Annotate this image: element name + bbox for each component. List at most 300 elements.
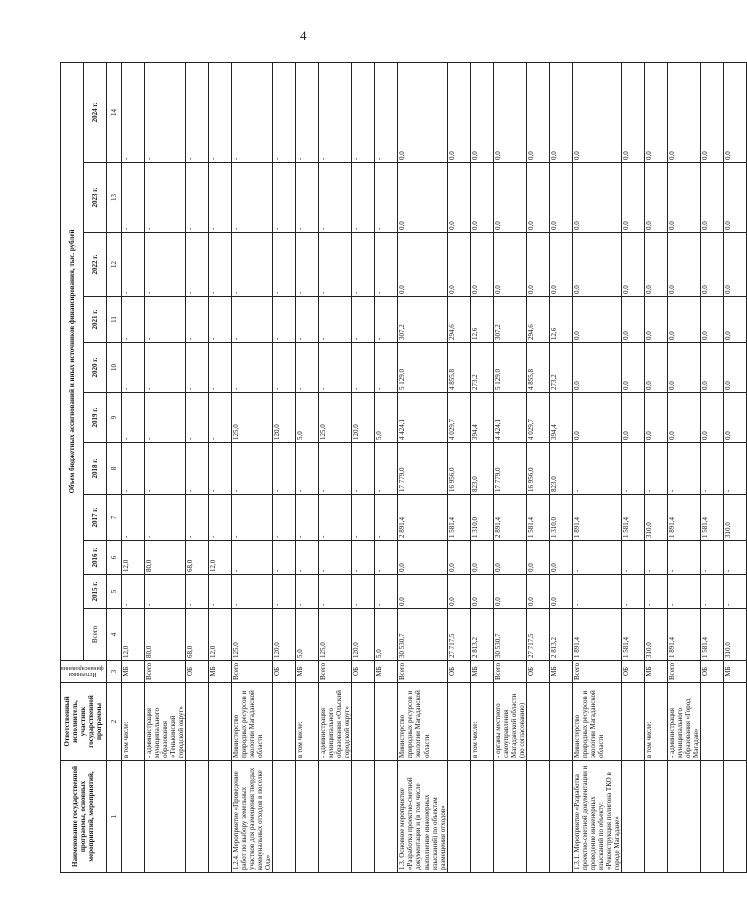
table-row bbox=[319, 62, 352, 872]
amount-cell: 125,0 bbox=[319, 609, 352, 661]
amount-cell: 0,0 bbox=[447, 62, 470, 162]
amount-cell: 0,0 bbox=[724, 297, 747, 343]
amount-cell: - bbox=[121, 495, 144, 541]
amount-cell: 125,0 bbox=[231, 393, 272, 443]
page-number: 4 bbox=[300, 28, 307, 43]
amount-cell: 68,0 bbox=[185, 541, 208, 575]
financing-table bbox=[60, 62, 747, 873]
amount-cell: - bbox=[121, 575, 144, 609]
executor-cell bbox=[185, 683, 208, 761]
amount-cell: - bbox=[121, 393, 144, 443]
amount-cell: - bbox=[701, 443, 724, 495]
total-header: Всего bbox=[83, 609, 106, 661]
amount-cell: 0,0 bbox=[622, 62, 645, 162]
amount-cell: - bbox=[185, 393, 208, 443]
source-cell: Всего bbox=[572, 661, 621, 683]
table-row bbox=[144, 62, 185, 872]
program-name-cell: 1.2.4. Мероприятие «Проведение работ по выбору земельных участков для размещения твердых коммунальных отходов в поселке Ола» bbox=[231, 761, 272, 873]
program-name-cell bbox=[701, 761, 724, 873]
amount-cell: 0,0 bbox=[493, 62, 526, 162]
executor-cell: в том числе: bbox=[645, 683, 668, 761]
amount-cell: - bbox=[296, 575, 319, 609]
program-name-cell bbox=[622, 761, 645, 873]
executor-cell bbox=[273, 683, 296, 761]
executor-cell: Министерство природных ресурсов и экологии Магаданской области bbox=[231, 683, 272, 761]
source-cell: ОБ bbox=[273, 661, 296, 683]
amount-cell: 1 891,4 bbox=[668, 495, 701, 541]
source-cell: Всего bbox=[231, 661, 272, 683]
executor-cell: в том числе: bbox=[121, 683, 144, 761]
amount-cell: 0,0 bbox=[549, 163, 572, 233]
column-number: 2 bbox=[106, 683, 121, 761]
program-name-cell bbox=[185, 761, 208, 873]
amount-cell: 273,2 bbox=[549, 343, 572, 393]
amount-cell: 12,0 bbox=[121, 609, 144, 661]
amount-cell: 120,0 bbox=[352, 609, 375, 661]
year-header: 2020 г. bbox=[83, 343, 106, 393]
amount-cell: 0,0 bbox=[572, 393, 621, 443]
column-number: 5 bbox=[106, 575, 121, 609]
amount-cell: - bbox=[231, 233, 272, 297]
amount-cell: 0,0 bbox=[526, 541, 549, 575]
amount-cell: 2 813,2 bbox=[470, 609, 493, 661]
amount-cell: - bbox=[296, 343, 319, 393]
amount-cell: 0,0 bbox=[701, 163, 724, 233]
amount-cell: - bbox=[296, 541, 319, 575]
amount-cell: 0,0 bbox=[622, 233, 645, 297]
column-number: 6 bbox=[106, 541, 121, 575]
table-row bbox=[668, 62, 701, 872]
executor-cell bbox=[352, 683, 375, 761]
table-row bbox=[701, 62, 724, 872]
amount-cell: 1 581,4 bbox=[447, 495, 470, 541]
amount-cell: - bbox=[375, 541, 398, 575]
amount-cell: 5 129,0 bbox=[398, 343, 447, 393]
column-number: 10 bbox=[106, 343, 121, 393]
amount-cell: 27 717,5 bbox=[526, 609, 549, 661]
amount-cell: 16 956,0 bbox=[526, 443, 549, 495]
source-cell: ОБ bbox=[447, 661, 470, 683]
source-cell: Всего bbox=[144, 661, 185, 683]
year-header: 2016 г. bbox=[83, 541, 106, 575]
amount-cell: 0,0 bbox=[447, 163, 470, 233]
amount-cell: - bbox=[375, 495, 398, 541]
table-row bbox=[526, 62, 549, 872]
table-row bbox=[572, 62, 621, 872]
amount-cell: - bbox=[701, 541, 724, 575]
amount-cell: - bbox=[319, 343, 352, 393]
executor-cell bbox=[526, 683, 549, 761]
amount-cell: - bbox=[645, 541, 668, 575]
amount-cell: 16 956,0 bbox=[447, 443, 470, 495]
amount-cell: 12,0 bbox=[208, 609, 231, 661]
amount-cell: 294,6 bbox=[526, 297, 549, 343]
amount-cell: 1 581,4 bbox=[622, 609, 645, 661]
amount-cell: 0,0 bbox=[645, 297, 668, 343]
year-header: 2021 г. bbox=[83, 297, 106, 343]
executor-column-header: Ответственный исполнитель, участник государственной программы bbox=[61, 683, 107, 761]
amount-cell: - bbox=[645, 443, 668, 495]
amount-cell: - bbox=[144, 62, 185, 162]
amount-cell: 17 779,0 bbox=[493, 443, 526, 495]
amount-cell: 0,0 bbox=[398, 163, 447, 233]
amount-cell: - bbox=[352, 297, 375, 343]
amount-cell: 0,0 bbox=[724, 163, 747, 233]
source-cell: ОБ bbox=[526, 661, 549, 683]
amount-cell: - bbox=[185, 233, 208, 297]
amount-cell: - bbox=[121, 297, 144, 343]
amount-cell: - bbox=[668, 541, 701, 575]
amount-cell: 0,0 bbox=[645, 393, 668, 443]
amount-cell: - bbox=[273, 297, 296, 343]
executor-cell bbox=[622, 683, 645, 761]
amount-cell: 0,0 bbox=[701, 297, 724, 343]
amount-cell: - bbox=[231, 343, 272, 393]
amount-cell: 823,0 bbox=[470, 443, 493, 495]
amount-cell: - bbox=[375, 297, 398, 343]
amount-cell: 0,0 bbox=[572, 343, 621, 393]
amount-cell: - bbox=[144, 163, 185, 233]
amount-cell: - bbox=[185, 163, 208, 233]
column-number: 1 bbox=[106, 761, 121, 873]
executor-cell bbox=[701, 683, 724, 761]
program-name-cell bbox=[470, 761, 493, 873]
amount-cell: 0,0 bbox=[447, 575, 470, 609]
column-number: 4 bbox=[106, 609, 121, 661]
program-name-cell bbox=[208, 761, 231, 873]
amount-cell: - bbox=[273, 495, 296, 541]
source-cell: МБ bbox=[375, 661, 398, 683]
executor-cell: - администрация муниципального образования «Тенькинский городской округ» bbox=[144, 683, 185, 761]
year-header: 2022 г. bbox=[83, 233, 106, 297]
amount-cell: 0,0 bbox=[470, 163, 493, 233]
amount-cell: - bbox=[352, 443, 375, 495]
amount-cell: - bbox=[375, 233, 398, 297]
table-row bbox=[208, 62, 231, 872]
amount-cell: 1 581,4 bbox=[701, 609, 724, 661]
amount-cell: - bbox=[273, 443, 296, 495]
table-row bbox=[724, 62, 747, 872]
table-row bbox=[493, 62, 526, 872]
source-cell: МБ bbox=[645, 661, 668, 683]
amount-cell: - bbox=[273, 575, 296, 609]
amount-cell: - bbox=[668, 575, 701, 609]
executor-cell: в том числе: bbox=[470, 683, 493, 761]
amount-cell: 0,0 bbox=[493, 233, 526, 297]
amount-cell: 4 424,1 bbox=[493, 393, 526, 443]
amount-cell: 0,0 bbox=[668, 163, 701, 233]
amount-cell: 0,0 bbox=[572, 62, 621, 162]
source-cell: Всего bbox=[668, 661, 701, 683]
amount-cell: - bbox=[231, 541, 272, 575]
table-row bbox=[549, 62, 572, 872]
amount-cell: 0,0 bbox=[701, 343, 724, 393]
amount-cell: 0,0 bbox=[549, 62, 572, 162]
amount-cell: - bbox=[572, 541, 621, 575]
amount-cell: 0,0 bbox=[701, 233, 724, 297]
program-name-cell bbox=[493, 761, 526, 873]
year-header: 2017 г. bbox=[83, 495, 106, 541]
table-row bbox=[375, 62, 398, 872]
amount-cell: - bbox=[185, 343, 208, 393]
amount-cell: - bbox=[375, 343, 398, 393]
amount-cell: 0,0 bbox=[470, 62, 493, 162]
amount-cell: 4 029,7 bbox=[447, 393, 470, 443]
year-header: 2015 г. bbox=[83, 575, 106, 609]
column-number: 3 bbox=[106, 661, 121, 683]
amount-cell: - bbox=[319, 443, 352, 495]
amount-cell: - bbox=[208, 575, 231, 609]
column-number: 12 bbox=[106, 233, 121, 297]
amount-cell: 0,0 bbox=[493, 163, 526, 233]
amount-cell: 0,0 bbox=[398, 575, 447, 609]
amount-cell: 0,0 bbox=[622, 297, 645, 343]
amount-cell: 1 581,4 bbox=[701, 495, 724, 541]
executor-cell: Министерство природных ресурсов и экологии Магаданской области bbox=[572, 683, 621, 761]
program-name-cell bbox=[375, 761, 398, 873]
year-header: 2019 г. bbox=[83, 393, 106, 443]
program-name-cell bbox=[296, 761, 319, 873]
amount-cell: 0,0 bbox=[668, 393, 701, 443]
amount-cell: 0,0 bbox=[493, 575, 526, 609]
amount-cell: 394,4 bbox=[549, 393, 572, 443]
amount-cell: - bbox=[231, 495, 272, 541]
column-number: 13 bbox=[106, 163, 121, 233]
amount-cell: - bbox=[121, 443, 144, 495]
amount-cell: 5 129,0 bbox=[493, 343, 526, 393]
column-number: 7 bbox=[106, 495, 121, 541]
amount-cell: - bbox=[352, 575, 375, 609]
amount-cell: - bbox=[572, 575, 621, 609]
amount-cell: 0,0 bbox=[549, 575, 572, 609]
amount-cell: 4 855,8 bbox=[447, 343, 470, 393]
amount-cell: 0,0 bbox=[572, 233, 621, 297]
amount-cell: 30 530,7 bbox=[493, 609, 526, 661]
amount-cell: - bbox=[208, 443, 231, 495]
amount-cell: - bbox=[622, 575, 645, 609]
amount-cell: 0,0 bbox=[724, 62, 747, 162]
amount-cell: 0,0 bbox=[572, 297, 621, 343]
program-name-cell bbox=[724, 761, 747, 873]
amount-cell: 294,6 bbox=[447, 297, 470, 343]
amount-cell: - bbox=[352, 163, 375, 233]
amount-cell: 0,0 bbox=[398, 62, 447, 162]
executor-cell: - органы местного самоуправления Магаданской области (по согласованию) bbox=[493, 683, 526, 761]
amount-cell: 80,0 bbox=[144, 609, 185, 661]
executor-cell bbox=[549, 683, 572, 761]
executor-cell bbox=[447, 683, 470, 761]
source-cell: МБ bbox=[296, 661, 319, 683]
amount-cell: - bbox=[273, 233, 296, 297]
amount-cell: 4 029,7 bbox=[526, 393, 549, 443]
amount-cell: 12,6 bbox=[549, 297, 572, 343]
column-number: 9 bbox=[106, 393, 121, 443]
amount-cell: - bbox=[296, 297, 319, 343]
executor-cell: Министерство природных ресурсов и экологии Магаданской области bbox=[398, 683, 447, 761]
amount-cell: - bbox=[121, 233, 144, 297]
amount-cell: 0,0 bbox=[668, 62, 701, 162]
amount-cell: - bbox=[273, 541, 296, 575]
amount-cell: 1 310,0 bbox=[549, 495, 572, 541]
amount-cell: 307,2 bbox=[493, 297, 526, 343]
column-number: 11 bbox=[106, 297, 121, 343]
program-name-cell bbox=[668, 761, 701, 873]
amount-cell: - bbox=[645, 575, 668, 609]
amount-cell: 310,0 bbox=[645, 609, 668, 661]
amount-cell: 0,0 bbox=[724, 343, 747, 393]
table-row bbox=[185, 62, 208, 872]
table-row bbox=[622, 62, 645, 872]
amount-cell: 12,6 bbox=[470, 297, 493, 343]
source-header-text: Источники финансирования bbox=[61, 665, 104, 678]
source-cell: МБ bbox=[549, 661, 572, 683]
amount-cell: 2 813,2 bbox=[549, 609, 572, 661]
volume-header: Объем бюджетных ассигнований и иных источников финансирования, тыс. рублей bbox=[61, 62, 84, 660]
amount-cell: - bbox=[144, 443, 185, 495]
program-name-cell bbox=[645, 761, 668, 873]
amount-cell: - bbox=[273, 343, 296, 393]
amount-cell: - bbox=[185, 297, 208, 343]
source-cell: МБ bbox=[470, 661, 493, 683]
amount-cell: 0,0 bbox=[668, 233, 701, 297]
amount-cell: 0,0 bbox=[398, 541, 447, 575]
amount-cell: 0,0 bbox=[701, 62, 724, 162]
amount-cell: - bbox=[208, 343, 231, 393]
amount-cell: - bbox=[296, 163, 319, 233]
amount-cell: 0,0 bbox=[701, 393, 724, 443]
amount-cell: 30 530,7 bbox=[398, 609, 447, 661]
source-cell: МБ bbox=[121, 661, 144, 683]
program-name-cell bbox=[447, 761, 470, 873]
source-cell: Всего bbox=[398, 661, 447, 683]
amount-cell: 2 891,4 bbox=[398, 495, 447, 541]
program-name-cell bbox=[549, 761, 572, 873]
amount-cell: 0,0 bbox=[724, 233, 747, 297]
amount-cell: 0,0 bbox=[622, 393, 645, 443]
rotated-table-container bbox=[60, 63, 733, 873]
amount-cell: 68,0 bbox=[185, 609, 208, 661]
column-number: 8 bbox=[106, 443, 121, 495]
source-column-header bbox=[61, 661, 107, 683]
amount-cell: - bbox=[121, 62, 144, 162]
table-row bbox=[470, 62, 493, 872]
amount-cell: - bbox=[375, 163, 398, 233]
amount-cell: 1 891,4 bbox=[572, 609, 621, 661]
amount-cell: 0,0 bbox=[668, 343, 701, 393]
amount-cell: - bbox=[375, 443, 398, 495]
amount-cell: - bbox=[231, 297, 272, 343]
amount-cell: 0,0 bbox=[526, 163, 549, 233]
table-row bbox=[296, 62, 319, 872]
amount-cell: 0,0 bbox=[398, 233, 447, 297]
amount-cell: - bbox=[231, 62, 272, 162]
executor-cell bbox=[724, 683, 747, 761]
amount-cell: - bbox=[375, 62, 398, 162]
amount-cell: 125,0 bbox=[231, 609, 272, 661]
amount-cell: 2 891,4 bbox=[493, 495, 526, 541]
amount-cell: 1 891,4 bbox=[668, 609, 701, 661]
amount-cell: 5,0 bbox=[375, 393, 398, 443]
amount-cell: 1 581,4 bbox=[526, 495, 549, 541]
program-name-cell bbox=[273, 761, 296, 873]
amount-cell: - bbox=[352, 495, 375, 541]
amount-cell: 0,0 bbox=[622, 343, 645, 393]
source-cell: ОБ bbox=[352, 661, 375, 683]
amount-cell: - bbox=[273, 62, 296, 162]
amount-cell: - bbox=[185, 443, 208, 495]
source-cell: ОБ bbox=[701, 661, 724, 683]
amount-cell: - bbox=[121, 163, 144, 233]
amount-cell: - bbox=[622, 541, 645, 575]
amount-cell: - bbox=[208, 393, 231, 443]
amount-cell: - bbox=[144, 343, 185, 393]
amount-cell: - bbox=[121, 343, 144, 393]
amount-cell: 5,0 bbox=[296, 393, 319, 443]
amount-cell: - bbox=[352, 343, 375, 393]
amount-cell: 307,2 bbox=[398, 297, 447, 343]
amount-cell: 17 779,0 bbox=[398, 443, 447, 495]
amount-cell: - bbox=[231, 443, 272, 495]
table-row bbox=[398, 62, 447, 872]
amount-cell: 0,0 bbox=[470, 541, 493, 575]
year-header: 2023 г. bbox=[83, 163, 106, 233]
column-number: 14 bbox=[106, 62, 121, 162]
amount-cell: - bbox=[231, 575, 272, 609]
amount-cell: 0,0 bbox=[549, 541, 572, 575]
amount-cell: 0,0 bbox=[470, 575, 493, 609]
amount-cell: - bbox=[375, 575, 398, 609]
amount-cell: 120,0 bbox=[352, 393, 375, 443]
year-header: 2018 г. bbox=[83, 443, 106, 495]
amount-cell: - bbox=[144, 233, 185, 297]
table-row bbox=[447, 62, 470, 872]
amount-cell: 310,0 bbox=[645, 495, 668, 541]
program-name-cell bbox=[319, 761, 352, 873]
amount-cell: - bbox=[319, 541, 352, 575]
amount-cell: - bbox=[144, 495, 185, 541]
amount-cell: 0,0 bbox=[645, 343, 668, 393]
amount-cell: 0,0 bbox=[526, 233, 549, 297]
amount-cell: - bbox=[208, 62, 231, 162]
amount-cell: 0,0 bbox=[572, 163, 621, 233]
amount-cell: - bbox=[208, 163, 231, 233]
executor-cell: в том числе: bbox=[296, 683, 319, 761]
program-name-cell: 1.3. Основное мероприятие «Разработка проектно-сметной документации и (в том числе выполнение инженерных изысканий) по объектам размещения отходов» bbox=[398, 761, 447, 873]
program-name-cell bbox=[121, 761, 144, 873]
source-cell: ОБ bbox=[622, 661, 645, 683]
source-cell: МБ bbox=[724, 661, 747, 683]
amount-cell: - bbox=[144, 297, 185, 343]
amount-cell: - bbox=[572, 443, 621, 495]
amount-cell: 0,0 bbox=[493, 541, 526, 575]
source-cell: Всего bbox=[319, 661, 352, 683]
amount-cell: 394,4 bbox=[470, 393, 493, 443]
amount-cell: 0,0 bbox=[447, 541, 470, 575]
amount-cell: - bbox=[185, 575, 208, 609]
amount-cell: - bbox=[319, 575, 352, 609]
amount-cell: 5,0 bbox=[296, 609, 319, 661]
table-row bbox=[121, 62, 144, 872]
executor-cell bbox=[375, 683, 398, 761]
source-cell: ОБ bbox=[185, 661, 208, 683]
amount-cell: - bbox=[724, 443, 747, 495]
amount-cell: - bbox=[144, 575, 185, 609]
amount-cell: 0,0 bbox=[645, 163, 668, 233]
amount-cell: - bbox=[296, 233, 319, 297]
amount-cell: 12,0 bbox=[121, 541, 144, 575]
amount-cell: 0,0 bbox=[470, 233, 493, 297]
program-name-cell: 1.3.1. Мероприятие «Разработка проектно-сметной документации и проведение инженерных изысканий по объекту: «Реконструкция полигона ТКО в городе Магадане» bbox=[572, 761, 621, 873]
